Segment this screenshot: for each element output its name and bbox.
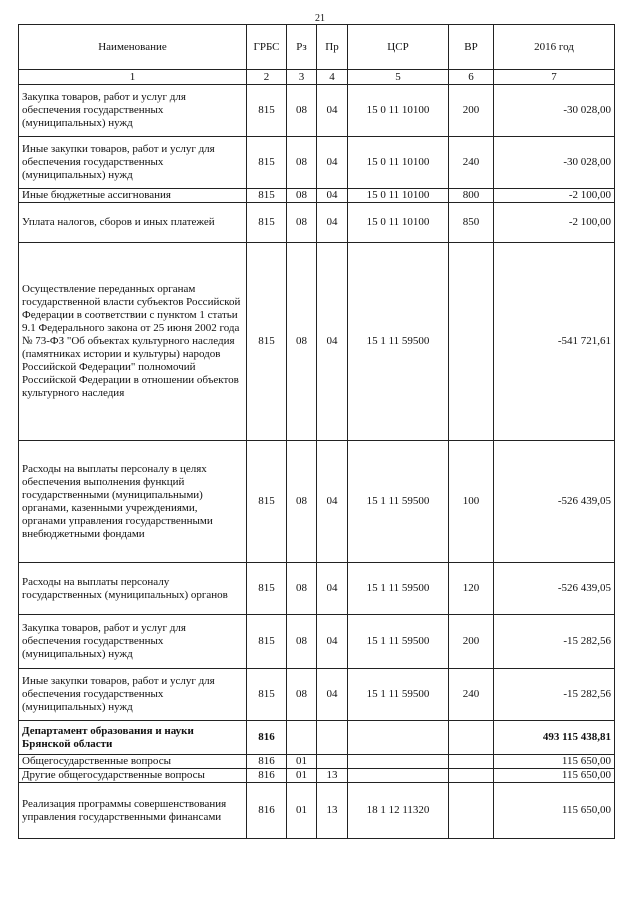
table-row xyxy=(19,85,615,137)
row-amount: 115 650,00 xyxy=(494,769,615,783)
table-row xyxy=(19,721,615,755)
row-grbs: 815 xyxy=(247,189,287,203)
row-vr xyxy=(449,783,494,839)
table-row xyxy=(19,615,615,669)
table-row xyxy=(19,203,615,243)
header-pr: Пр xyxy=(317,25,348,70)
row-amount: -15 282,56 xyxy=(494,615,615,669)
row-rz: 08 xyxy=(287,203,317,243)
row-csr xyxy=(348,769,449,783)
row-amount: 115 650,00 xyxy=(494,783,615,839)
table-row xyxy=(19,755,615,769)
header-year: 2016 год xyxy=(494,25,615,70)
row-csr: 15 1 11 59500 xyxy=(348,563,449,615)
row-vr: 850 xyxy=(449,203,494,243)
budget-table xyxy=(18,24,615,839)
row-amount: -15 282,56 xyxy=(494,669,615,721)
row-vr: 240 xyxy=(449,137,494,189)
row-csr xyxy=(348,721,449,755)
row-amount: -2 100,00 xyxy=(494,189,615,203)
row-grbs: 815 xyxy=(247,669,287,721)
row-pr: 04 xyxy=(317,203,348,243)
row-amount: -526 439,05 xyxy=(494,441,615,563)
row-rz: 08 xyxy=(287,615,317,669)
row-grbs: 815 xyxy=(247,441,287,563)
row-csr: 15 0 11 10100 xyxy=(348,203,449,243)
row-name: Реализация программы совершенствования управления государственными финансами xyxy=(19,783,247,839)
row-grbs: 816 xyxy=(247,783,287,839)
table-row xyxy=(19,243,615,441)
column-number: 6 xyxy=(449,70,494,85)
row-pr: 04 xyxy=(317,669,348,721)
page-number: 21 xyxy=(315,13,325,24)
row-vr: 100 xyxy=(449,441,494,563)
row-grbs: 816 xyxy=(247,769,287,783)
row-rz: 08 xyxy=(287,189,317,203)
row-grbs: 815 xyxy=(247,243,287,441)
column-number-row xyxy=(19,70,615,85)
row-amount: -526 439,05 xyxy=(494,563,615,615)
row-csr: 18 1 12 11320 xyxy=(348,783,449,839)
row-pr: 04 xyxy=(317,243,348,441)
row-pr: 13 xyxy=(317,783,348,839)
row-name: Расходы на выплаты персоналу в целях обеспечения выполнения функций государственными (муниципальными) органами, казенными учреждениями, органами управления государственными внебюджетными фондами xyxy=(19,441,247,563)
row-rz: 08 xyxy=(287,137,317,189)
row-vr xyxy=(449,769,494,783)
row-csr: 15 1 11 59500 xyxy=(348,243,449,441)
row-pr: 04 xyxy=(317,137,348,189)
row-amount: -30 028,00 xyxy=(494,137,615,189)
row-vr xyxy=(449,243,494,441)
table-row xyxy=(19,189,615,203)
row-vr xyxy=(449,721,494,755)
row-vr: 200 xyxy=(449,85,494,137)
header-csr: ЦСР xyxy=(348,25,449,70)
row-pr xyxy=(317,755,348,769)
row-vr xyxy=(449,755,494,769)
row-amount: -541 721,61 xyxy=(494,243,615,441)
row-rz: 08 xyxy=(287,441,317,563)
row-vr: 120 xyxy=(449,563,494,615)
row-grbs: 816 xyxy=(247,755,287,769)
row-amount: 115 650,00 xyxy=(494,755,615,769)
row-pr: 04 xyxy=(317,615,348,669)
row-rz: 08 xyxy=(287,563,317,615)
row-name: Закупка товаров, работ и услуг для обеспечения государственных (муниципальных) нужд xyxy=(19,85,247,137)
column-number: 1 xyxy=(19,70,247,85)
row-name: Осуществление переданных органам государственной власти субъектов Российской Федерации в соответствии с пунктом 1 статьи 9.1 Федерального закона от 25 июня 2002 года № 73-ФЗ "Об объектах культурного наследия (памятниках истории и культуры) народов Российской Федерации" полномочий Российской Федерации в отношении объектов культурного наследия xyxy=(19,243,247,441)
row-rz: 08 xyxy=(287,243,317,441)
column-number: 2 xyxy=(247,70,287,85)
header-vr: ВР xyxy=(449,25,494,70)
row-pr: 04 xyxy=(317,563,348,615)
table-row xyxy=(19,441,615,563)
table-row xyxy=(19,669,615,721)
row-grbs: 816 xyxy=(247,721,287,755)
row-name: Другие общегосударственные вопросы xyxy=(19,769,247,783)
row-csr xyxy=(348,755,449,769)
row-grbs: 815 xyxy=(247,615,287,669)
row-grbs: 815 xyxy=(247,137,287,189)
table-row xyxy=(19,769,615,783)
row-name: Иные бюджетные ассигнования xyxy=(19,189,247,203)
row-rz: 08 xyxy=(287,85,317,137)
row-rz: 01 xyxy=(287,755,317,769)
row-rz: 01 xyxy=(287,783,317,839)
header-row xyxy=(19,25,615,70)
row-vr: 200 xyxy=(449,615,494,669)
column-number: 4 xyxy=(317,70,348,85)
row-name: Расходы на выплаты персоналу государственных (муниципальных) органов xyxy=(19,563,247,615)
row-grbs: 815 xyxy=(247,85,287,137)
row-csr: 15 0 11 10100 xyxy=(348,137,449,189)
row-pr: 04 xyxy=(317,441,348,563)
table-row xyxy=(19,137,615,189)
row-amount: -2 100,00 xyxy=(494,203,615,243)
row-csr: 15 0 11 10100 xyxy=(348,189,449,203)
row-name: Уплата налогов, сборов и иных платежей xyxy=(19,203,247,243)
row-pr: 13 xyxy=(317,769,348,783)
row-rz: 08 xyxy=(287,669,317,721)
header-grbs: ГРБС xyxy=(247,25,287,70)
table-row xyxy=(19,563,615,615)
row-grbs: 815 xyxy=(247,563,287,615)
row-rz xyxy=(287,721,317,755)
row-vr: 800 xyxy=(449,189,494,203)
column-number: 3 xyxy=(287,70,317,85)
column-number: 7 xyxy=(494,70,615,85)
row-name: Иные закупки товаров, работ и услуг для обеспечения государственных (муниципальных) нужд xyxy=(19,669,247,721)
row-name: Общегосударственные вопросы xyxy=(19,755,247,769)
row-amount: -30 028,00 xyxy=(494,85,615,137)
header-rz: Рз xyxy=(287,25,317,70)
row-name: Иные закупки товаров, работ и услуг для обеспечения государственных (муниципальных) нужд xyxy=(19,137,247,189)
row-name: Закупка товаров, работ и услуг для обеспечения государственных (муниципальных) нужд xyxy=(19,615,247,669)
row-grbs: 815 xyxy=(247,203,287,243)
row-amount: 493 115 438,81 xyxy=(494,721,615,755)
row-csr: 15 1 11 59500 xyxy=(348,669,449,721)
row-name: Департамент образования и науки Брянской области xyxy=(19,721,247,755)
row-pr: 04 xyxy=(317,85,348,137)
row-csr: 15 1 11 59500 xyxy=(348,441,449,563)
row-vr: 240 xyxy=(449,669,494,721)
row-csr: 15 1 11 59500 xyxy=(348,615,449,669)
row-pr: 04 xyxy=(317,189,348,203)
row-rz: 01 xyxy=(287,769,317,783)
row-pr xyxy=(317,721,348,755)
column-number: 5 xyxy=(348,70,449,85)
table-row xyxy=(19,783,615,839)
header-name: Наименование xyxy=(19,25,247,70)
row-csr: 15 0 11 10100 xyxy=(348,85,449,137)
